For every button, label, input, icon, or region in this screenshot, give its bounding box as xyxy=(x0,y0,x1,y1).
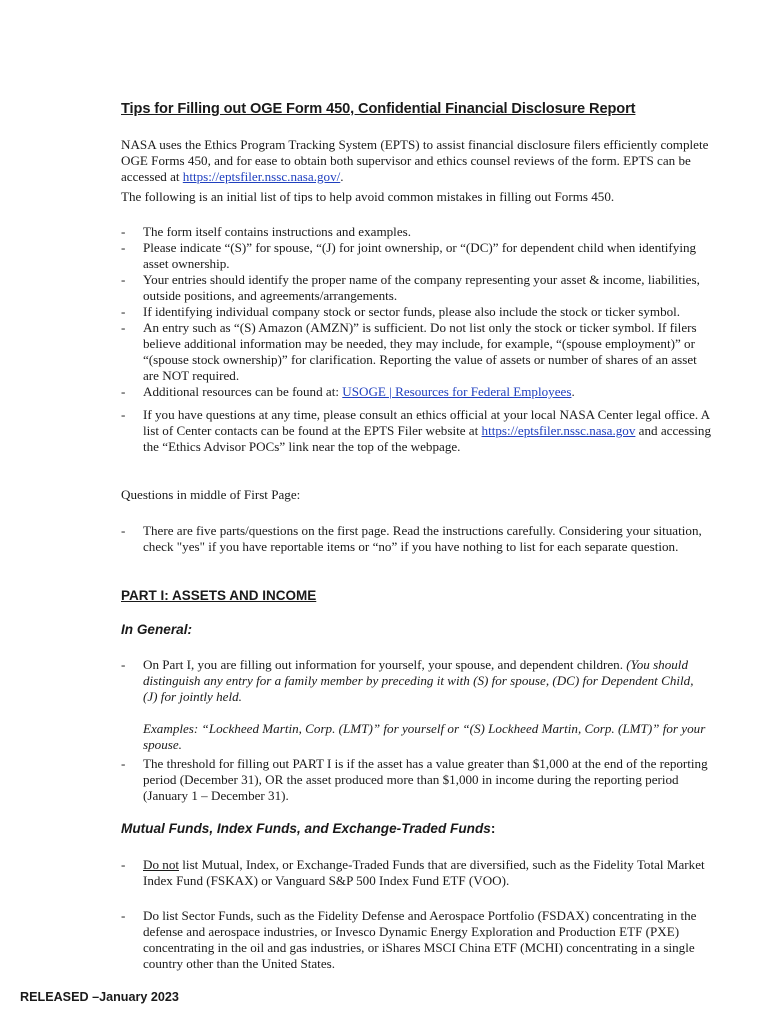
intro-end: . xyxy=(340,169,344,184)
funds-list-2 xyxy=(121,908,711,972)
tip-item: - Your entries should identify the proper name of the company representing your asset & income, liabilities, outside positions, and agreements/arrangements. xyxy=(121,272,711,304)
funds-heading-text: Mutual Funds, Index Funds, and Exchange-Traded Funds xyxy=(121,821,491,836)
in-general-heading: In General: xyxy=(121,622,193,637)
do-not-rest: list Mutual, Index, or Exchange-Traded Funds that are diversified, such as the Fidelity Total Market Index Fund (FSKAX) or Vanguard S&P 500 Index Fund ETF (VOO). xyxy=(143,857,705,888)
tip-item: - If identifying individual company stock or sector funds, please also include the stock or ticker symbol. xyxy=(121,304,711,320)
tips-list xyxy=(121,224,711,400)
examples-text: Examples: “Lockheed Martin, Corp. (LMT)” for yourself or “(S) Lockheed Martin, Corp. (LMT)” for your spouse. xyxy=(143,721,706,752)
intro-list-lead: The following is an initial list of tips to help avoid common mistakes in filling out Forms 450. xyxy=(121,189,615,204)
tip-item: - The form itself contains instructions and examples. xyxy=(121,224,711,240)
funds-heading-colon: : xyxy=(490,821,496,836)
tip-item-questions xyxy=(121,407,711,455)
tip-item: - There are five parts/questions on the first page. Read the instructions carefully. Considering your situation, check "yes" if you have reportable items or “no” if you have nothing to list for each separate question. xyxy=(121,523,711,555)
resources-text: Additional resources can be found at: xyxy=(143,384,343,399)
tip-item: - Do list Sector Funds, such as the Fidelity Defense and Aerospace Portfolio (FSDAX) concentrating in the defense and aerospace industries, or Invesco Dynamic Energy Exploration and Production ETF (PXE) concentrating in the oil and gas industries, or iShares MSCI China ETF (MCHI) concentrating in a single country other than the United States. xyxy=(121,908,711,972)
general-list xyxy=(121,657,711,705)
tip-item-do-not xyxy=(121,857,711,889)
tip-item: - Please indicate “(S)” for spouse, “(J) for joint ownership, or “(DC)” for dependent child when identifying asset ownership. xyxy=(121,240,711,272)
first-page-list xyxy=(121,523,711,555)
intro-paragraph xyxy=(121,137,711,185)
questions-text: If you have questions at any time, please consult an ethics official at your local NASA Center legal office. A list of Center contacts can be found at the EPTS Filer website at xyxy=(143,407,710,438)
general-text: On Part I, you are filling out information for yourself, your spouse, and dependent children. xyxy=(143,657,627,672)
first-page-heading: Questions in middle of First Page: xyxy=(121,487,301,502)
resources-end: . xyxy=(571,384,575,399)
general-italic-text: (You should distinguish any entry for a family member by preceding it with (S) for spouse, (DC) for Dependent Child, (J) for jointly held. xyxy=(143,657,694,704)
questions-list xyxy=(121,407,711,455)
intro-text: NASA uses the Ethics Program Tracking System (EPTS) to assist financial disclosure filers efficiently complete OGE Forms 450, and for ease to obtain both supervisor and ethics counsel reviews of the form. EPTS can be accessed at xyxy=(121,137,709,184)
footer-release: RELEASED –January 2023 xyxy=(20,990,179,1004)
tip-item: - An entry such as “(S) Amazon (AMZN)” is sufficient. Do not list only the stock or ticker symbol. If filers believe additional information may be needed, they may include, for example, “(spouse employment)” or “(spouse stock ownership)” for clarification. Reporting the value of assets or number of shares of an asset are NOT required. xyxy=(121,320,711,384)
epts-filer-link[interactable]: https://eptsfiler.nssc.nasa.gov xyxy=(481,423,636,438)
part1-heading: PART I: ASSETS AND INCOME xyxy=(121,588,317,603)
tip-item-resources xyxy=(121,384,711,400)
do-not-text: Do not xyxy=(143,857,180,872)
funds-list-1 xyxy=(121,857,711,889)
tip-item: - The threshold for filling out PART I is if the asset has a value greater than $1,000 at the end of the reporting period (December 31), OR the asset produced more than $1,000 in income during the reporting period (January 1 – December 31). xyxy=(121,756,711,804)
questions-end: and accessing the “Ethics Advisor POCs” link near the top of the webpage. xyxy=(143,423,712,454)
page-title: Tips for Filling out OGE Form 450, Confidential Financial Disclosure Report xyxy=(121,101,636,117)
funds-heading xyxy=(121,821,495,836)
tip-item-general xyxy=(121,657,711,705)
epts-link[interactable]: https://eptsfiler.nssc.nasa.gov/ xyxy=(182,169,341,184)
usoge-resources-link[interactable]: USOGE | Resources for Federal Employees xyxy=(342,384,572,399)
threshold-list xyxy=(121,756,711,804)
